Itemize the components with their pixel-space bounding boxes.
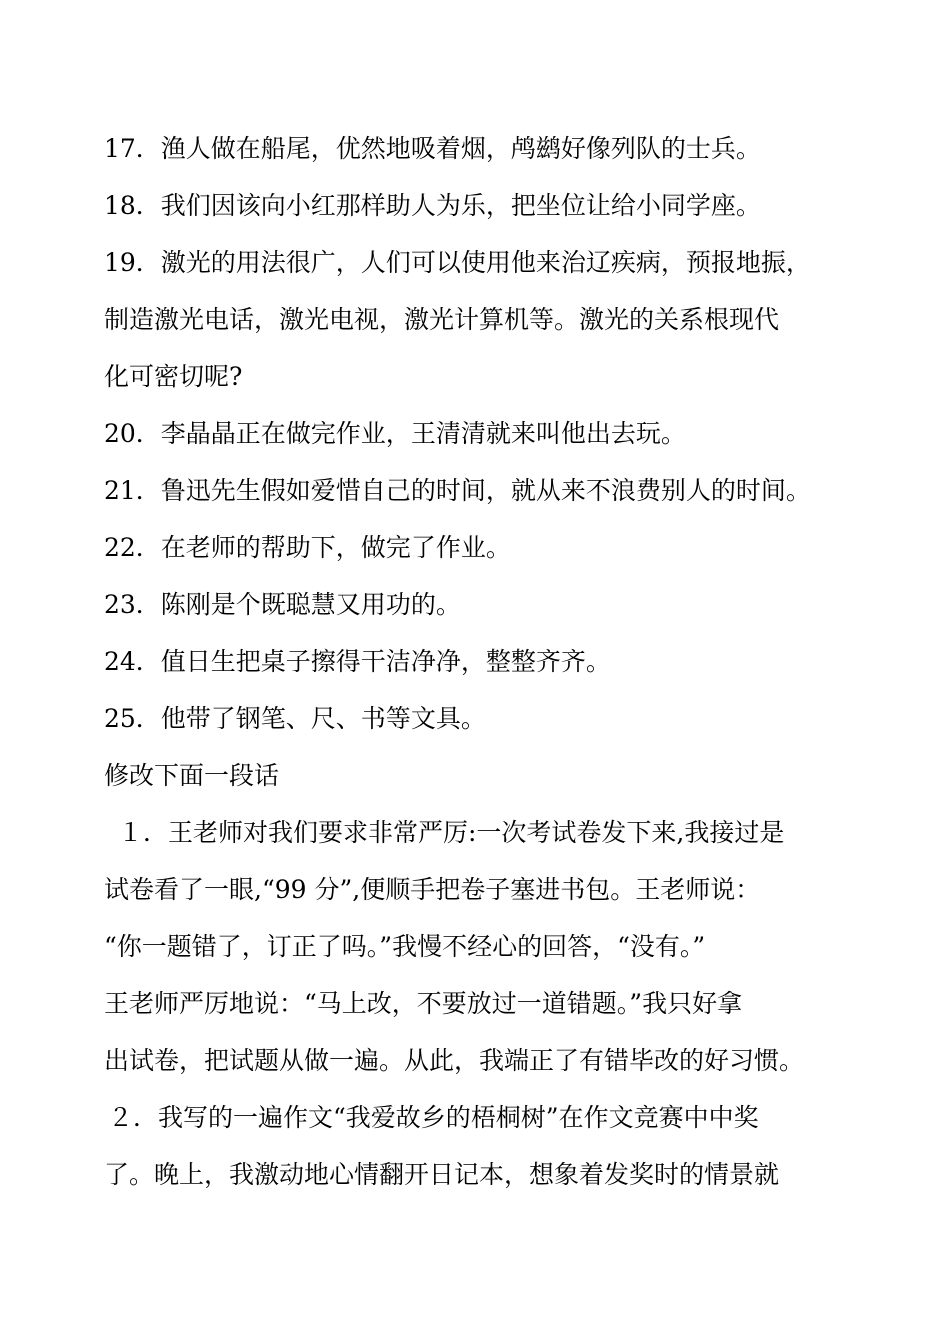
section-heading: 修改下面一段话 [104, 761, 280, 790]
exercise-21: 21．鲁迅先生假如爱惜自己的时间，就从来不浪费别人的时间。 [104, 476, 811, 505]
passage-1-line-3: “你一题错了，订正了吗。”我慢不经心的回答，“没有。” [104, 932, 706, 961]
exercise-24: 24．值日生把桌子擦得干洁净净，整整齐齐。 [104, 647, 611, 676]
passage-1-line-1: １．王老师对我们要求非常严厉:一次考试卷发下来,我接过是 [118, 818, 785, 847]
passage-2-line-1: ２．我写的一遍作文“我爱故乡的梧桐树”在作文竞赛中中奖 [108, 1103, 759, 1132]
passage-2-line-2: 了。晚上，我激动地心情翻开日记本，想象着发奖时的情景就 [104, 1160, 780, 1189]
exercise-20: 20．李晶晶正在做完作业，王清清就来叫他出去玩。 [104, 419, 686, 448]
exercise-17: 17．渔人做在船尾，优然地吸着烟，鸬鹚好像列队的士兵。 [104, 134, 761, 163]
exercise-22: 22．在老师的帮助下，做完了作业。 [104, 533, 511, 562]
passage-1-line-5: 出试卷，把试题从做一遍。从此，我端正了有错毕改的好习惯。 [104, 1046, 805, 1075]
passage-1-line-4: 王老师严厉地说：“马上改，不要放过一道错题。”我只好拿 [104, 989, 743, 1018]
exercise-19-line-1: 19．激光的用法很广，人们可以使用他来治辽疾病，预报地振， [104, 248, 811, 277]
exercise-25: 25．他带了钢笔、尺、书等文具。 [104, 704, 486, 733]
exercise-19-line-2: 制造激光电话，激光电视，激光计算机等。激光的关系根现代 [104, 305, 780, 334]
passage-1-line-2: 试卷看了一眼,“99 分”,便顺手把卷子塞进书包。王老师说： [104, 875, 761, 904]
exercise-18: 18．我们因该向小红那样助人为乐，把坐位让给小同学座。 [104, 191, 761, 220]
exercise-19-line-3: 化可密切呢? [104, 362, 243, 391]
exercise-23: 23．陈刚是个既聪慧又用功的。 [104, 590, 461, 619]
document-body [104, 120, 864, 1203]
